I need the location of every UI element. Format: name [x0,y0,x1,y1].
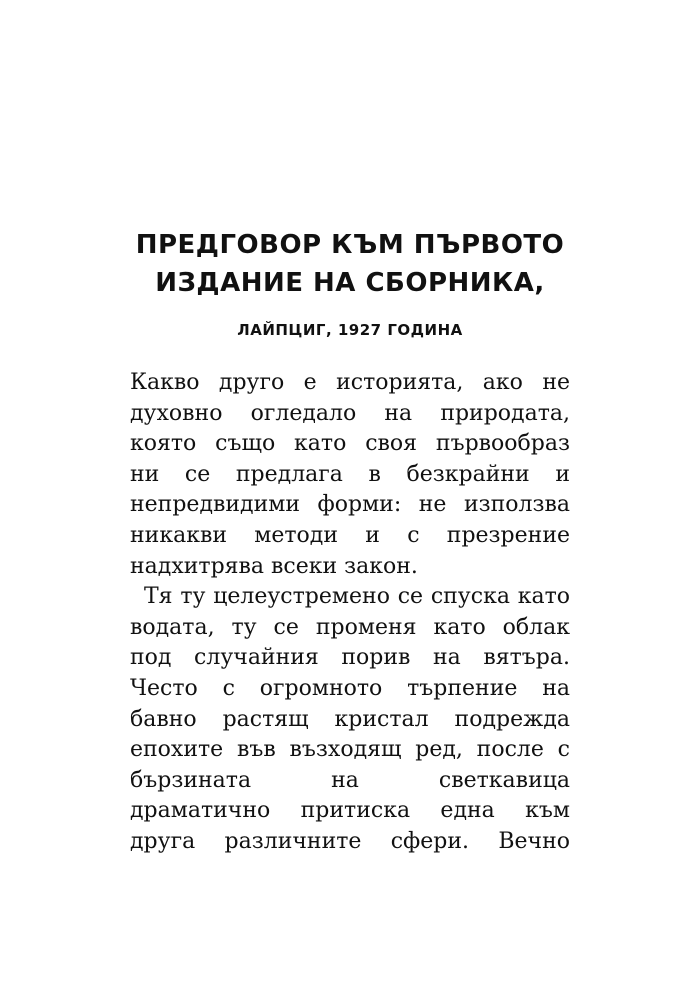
text-line: бързината на светкавица [130,767,570,793]
chapter-title-line-1: ПРЕДГОВОР КЪМ ПЪРВОТО [135,230,565,260]
text-line: водата, ту се променя като облак [130,614,570,640]
paragraph-1 [130,368,570,582]
text-line: епохите във възходящ ред, после с [130,737,570,763]
text-line: духовно огледало на природата, [130,400,570,426]
text-line: непредвидими форми: не използва [130,492,570,518]
text-line: която също като своя първообраз [130,431,570,457]
body-text [130,368,570,858]
text-line: надхитрява всеки закон. [130,553,418,579]
text-line: друга различните сфери. Вечно [130,828,570,854]
text-line: Какво друго е историята, ако не [130,370,570,395]
chapter-title-line-2: ИЗДАНИЕ НА СБОРНИКА, [155,268,545,298]
text-line: Често с огромното търпение на [130,675,570,701]
chapter-heading [80,226,620,340]
paragraph-2 [130,582,570,857]
text-line: бавно растящ кристал подрежда [130,706,570,732]
chapter-subtitle: ЛАЙПЦИГ, 1927 ГОДИНА [237,321,463,339]
text-line: никакви методи и с презрение [130,522,570,548]
text-line: под случайния порив на вятъра. [130,645,570,671]
text-line: ни се предлага в безкрайни и [130,461,570,487]
text-line: драматично притиска една към [130,798,570,824]
text-line: Тя ту целеустремено се спуска като [144,584,570,610]
